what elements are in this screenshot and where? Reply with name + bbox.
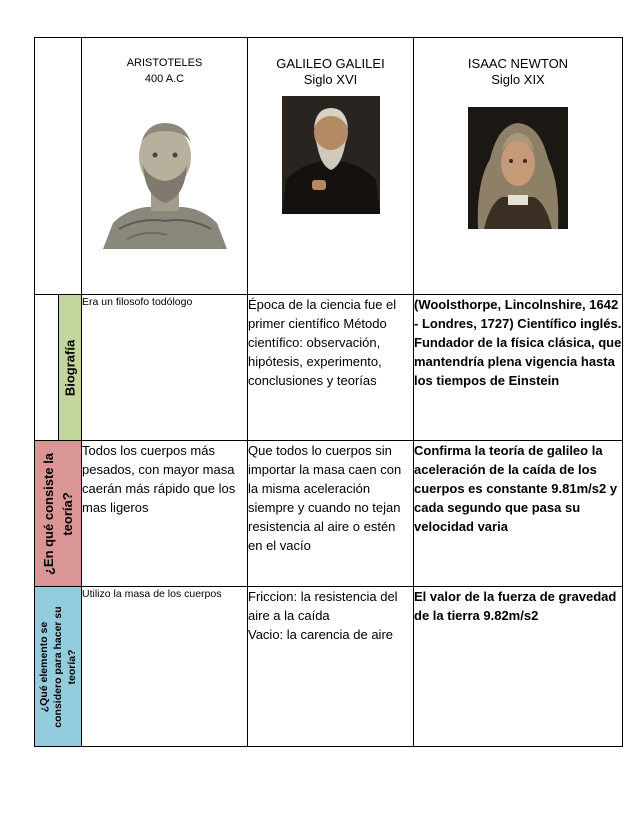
elementos-aristoteles: [82, 587, 248, 747]
galileo-name: GALILEO GALILEI: [276, 56, 385, 71]
biografia-galileo-text: Época de la ciencia fue el primer científico Método científico: observación, hipótesis, experimento, conclusiones y teorías: [248, 297, 397, 388]
newton-era: Siglo XIX: [491, 72, 545, 87]
header-newton: [414, 38, 623, 295]
label-teoria-line1: ¿En qué consiste la: [41, 452, 56, 575]
teoria-aristoteles: [82, 441, 248, 587]
corner-cell: [35, 38, 82, 295]
label-elementos-line3: teoría?: [66, 648, 78, 685]
newton-portrait: [468, 107, 568, 229]
aristoteles-era: 400 A.C: [144, 73, 185, 85]
label-elementos-text: [37, 606, 79, 727]
elementos-galileo-line2: Vacio: la carencia de aire: [248, 627, 394, 642]
biografia-galileo: [248, 295, 414, 441]
biografia-newton-text: (Woolsthorpe, Lincolnshire, 1642 - Londres, 1727) Científico inglés. Fundador de la física clásica, que mantendría plena vigencia hasta los tiempos de Einstein: [414, 297, 622, 388]
elementos-newton: [414, 587, 623, 747]
teoria-newton: [414, 441, 623, 587]
label-teoria-text: [39, 452, 77, 574]
row-biografia: [35, 295, 623, 441]
label-biografia-text: Biografía: [62, 339, 78, 396]
row-elementos: [35, 587, 623, 747]
elementos-newton-text: El valor de la fuerza de gravedad de la tierra 9.82m/s2: [414, 589, 617, 623]
biografia-aristoteles: [82, 295, 248, 441]
newton-name: ISAAC NEWTON: [467, 56, 569, 71]
elementos-galileo-line1: Friccion: la resistencia del aire a la caída: [248, 589, 398, 623]
row-teoria: [35, 441, 623, 587]
comparison-table: [34, 37, 623, 747]
label-biografia: [59, 295, 82, 441]
elementos-aristoteles-text: Utilizo la masa de los cuerpos: [82, 588, 222, 600]
biografia-aristoteles-text: Era un filosofo todólogo: [82, 296, 193, 308]
label-elementos-line1: ¿Qué elemento se: [38, 621, 50, 712]
biografia-newton: [414, 295, 623, 441]
teoria-aristoteles-text: Todos los cuerpos más pesados, con mayor masa caerán más rápido que los mas ligeros: [82, 443, 236, 515]
label-teoria-line2: teoría?: [60, 491, 75, 536]
teoria-newton-text: Confirma la teoría de galileo la aceleración de la caída de los cuerpos es constante 9.81m/s2 y cada segundo que pasa su velocidad varia: [414, 443, 618, 534]
header-aristoteles: [82, 38, 248, 295]
label-teoria: [35, 441, 82, 587]
header-galileo: [248, 38, 414, 295]
elementos-galileo: [248, 587, 414, 747]
galileo-portrait: [282, 96, 380, 214]
band-biografia-blank: [35, 295, 59, 441]
aristotle-bust-portrait: [97, 117, 233, 249]
teoria-galileo-text: Que todos lo cuerpos sin importar la masa caen con la misma aceleración siempre y cuando no tejan resistencia al aire o estén en el vacío: [248, 443, 402, 553]
galileo-era: Siglo XVI: [303, 72, 358, 87]
label-elementos: [35, 587, 82, 747]
teoria-galileo: [248, 441, 414, 587]
aristoteles-name: ARISTOTELES: [126, 57, 203, 69]
header-row: [35, 38, 623, 295]
label-elementos-line2: considero para hacer su: [52, 605, 64, 728]
